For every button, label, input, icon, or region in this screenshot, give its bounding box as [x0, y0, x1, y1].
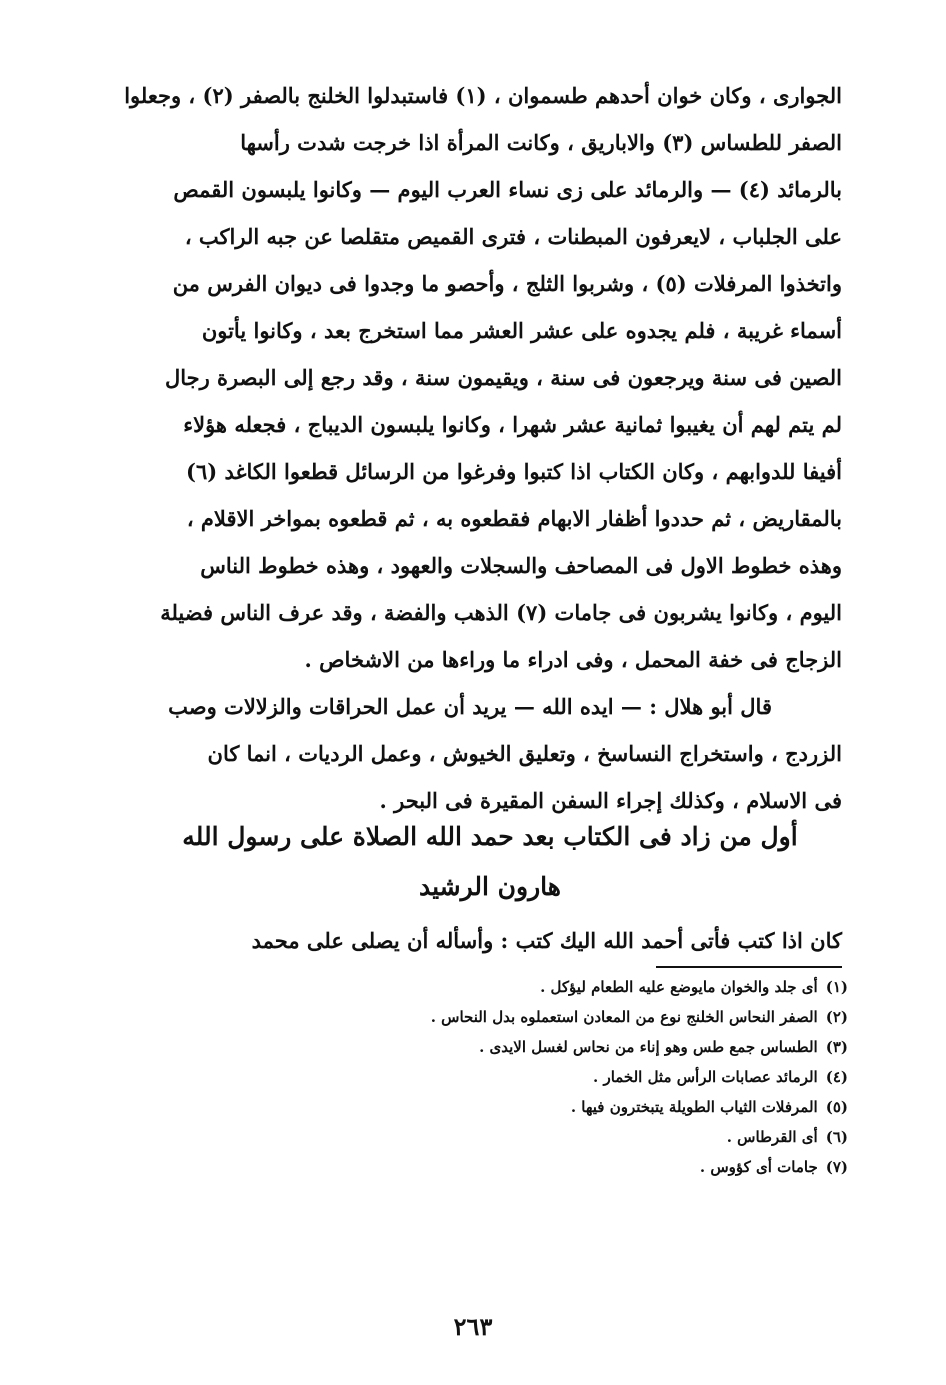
footnote-number: (٧) [825, 1158, 848, 1176]
footnote-text: المرفلات الثياب الطويلة يتبخترون فيها . [570, 1098, 818, 1116]
footnote-item [200, 1122, 848, 1152]
text-line: أفيفا للدوابهم ، وكان الكتاب اذا كتبوا وفرغوا من الرسائل قطعوا الكاغد (٦) [186, 459, 842, 484]
text-line: فى الاسلام ، وكذلك إجراء السفن المقيرة فى البحر . [379, 788, 842, 813]
footnote-text: الصفر النحاس الخلنج نوع من المعادن استعملوه بدل النحاس . [430, 1008, 818, 1026]
text-line: اليوم ، وكانوا يشربون فى جامات (٧) الذهب والفضة ، وقد عرف الناس فضيلة [160, 600, 842, 625]
section-opening-line: كان اذا كتب فأتى أحمد الله اليك كتب : وأسأله أن يصلى على محمد [251, 928, 842, 953]
page-number: ٢٦٣ [453, 1312, 493, 1341]
footnote-text: أى القرطاس . [726, 1128, 818, 1146]
footnote-item [200, 1002, 848, 1032]
footnote-item [200, 972, 848, 1002]
text-line: الصفر للطساس (٣) والاباريق ، وكانت المرأة اذا خرجت شدت رأسها [240, 130, 842, 155]
text-line: الصين فى سنة ويرجعون فى سنة ، ويقيمون سنة ، وقد رجع إلى البصرة رجال [164, 365, 842, 390]
footnote-text: جامات أى كؤوس . [699, 1158, 818, 1176]
text-line: الجوارى ، وكان خوان أحدهم طسموان ، (١) فاستبدلوا الخلنج بالصفر (٢) ، وجعلوا [124, 83, 842, 108]
footnote-number: (١) [825, 978, 848, 996]
text-line: واتخذوا المرفلات (٥) ، وشربوا الثلج ، وأحصو ما وجدوا فى ديوان الفرس من [172, 271, 842, 296]
footnote-number: (٤) [825, 1068, 848, 1086]
footnote-text: الطساس جمع طس وهو إناء من نحاس لغسل الايدى . [479, 1038, 818, 1056]
footnote-number: (٦) [825, 1128, 848, 1146]
text-line: لم يتم لهم أن يغيبوا ثمانية عشر شهرا ، وكانوا يلبسون الديباج ، فجعله هؤلاء [183, 412, 842, 437]
heading-line-1: أول من زاد فى الكتاب بعد حمد الله الصلاة على رسول الله [182, 822, 798, 851]
text-line: بالمقاريض ، ثم حددوا أظفار الابهام فقطعوه به ، ثم قطعوه بمواخر الاقلام ، [186, 506, 842, 531]
footnote-item [200, 1032, 848, 1062]
footnote-divider [656, 966, 842, 968]
footnote-text: أى جلد والخوان مايوضع عليه الطعام ليؤكل . [540, 978, 818, 996]
text-line: وهذه خطوط الاول فى المصاحف والسجلات والعهود ، وهذه خطوط الناس [200, 553, 842, 578]
text-line: الزجاج فى خفة المحمل ، وفى ادراء ما وراءها من الاشخاص . [304, 647, 842, 672]
footnote-text: الرمائد عصابات الرأس مثل الخمار . [593, 1068, 818, 1086]
main-text-block [124, 72, 842, 824]
footnote-item [200, 1152, 848, 1182]
text-line: أسماء غريبة ، فلم يجدوه على عشر العشر مما استخرج بعد ، وكانوا يأتون [201, 318, 842, 343]
text-line: على الجلباب ، لايعرفون المبطنات ، فترى القميص متقلصا عن جبه الراكب ، [184, 224, 842, 249]
heading-line-2: هارون الرشيد [419, 872, 561, 901]
footnote-number: (٢) [825, 1008, 848, 1026]
text-line: بالرمائد (٤) — والرمائد على زى نساء العرب اليوم — وكانوا يلبسون القمص [173, 177, 842, 202]
paragraph-start-line: قال أبو هلال : — ايده الله — يريد أن عمل الحراقات والزلالات وصب [168, 694, 772, 719]
footnotes-block [200, 972, 848, 1182]
section-heading [138, 812, 842, 912]
text-line: الزردج ، واستخراج النساسخ ، وتعليق الخيوش ، وعمل الرديات ، انما كان [207, 741, 842, 766]
footnote-item [200, 1062, 848, 1092]
footnote-number: (٣) [825, 1038, 848, 1056]
footnote-number: (٥) [825, 1098, 848, 1116]
footnote-item [200, 1092, 848, 1122]
